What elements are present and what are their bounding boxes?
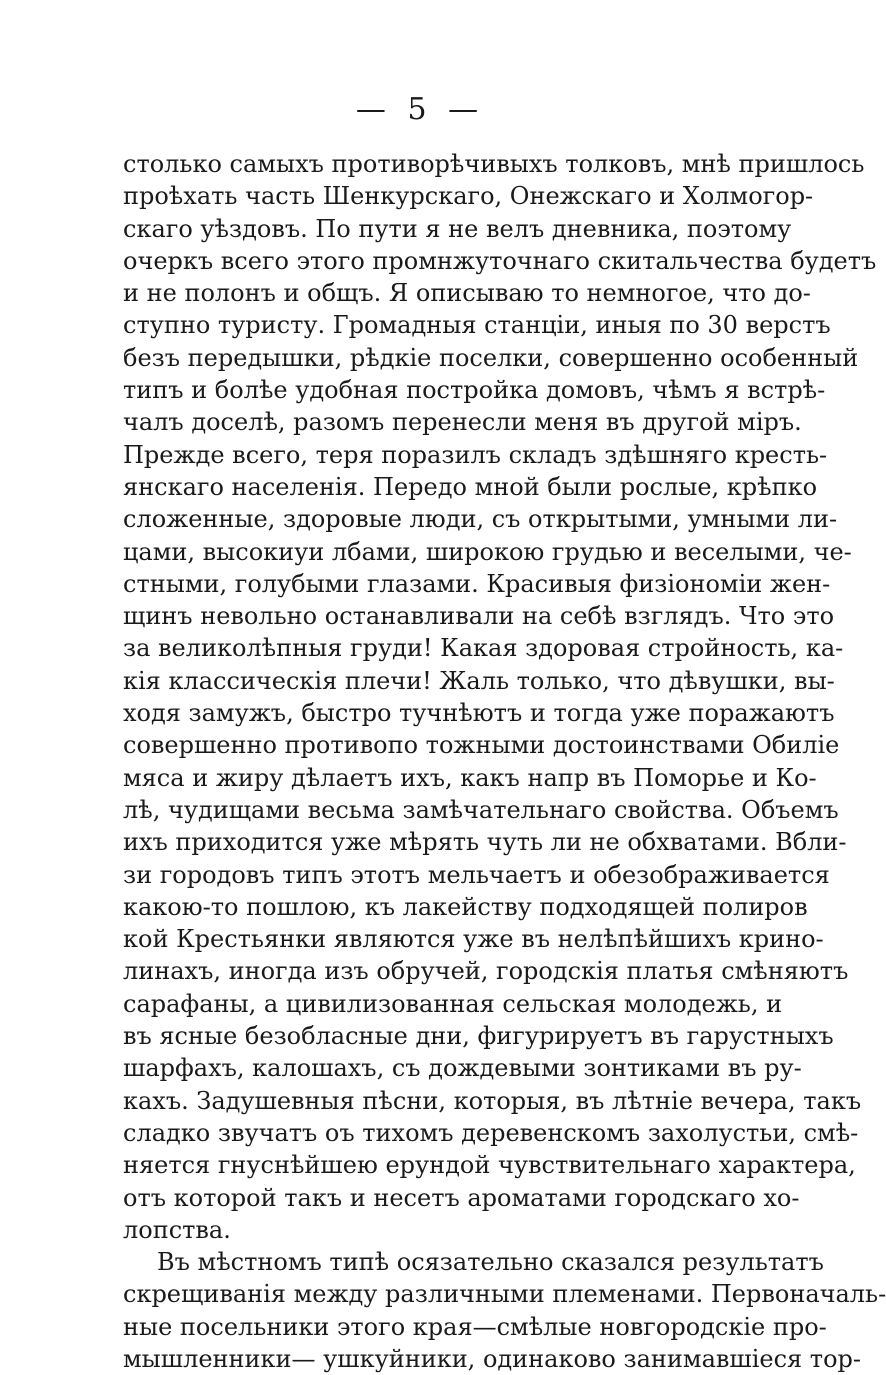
text-line: кія классическія плечи! Жаль только, что дѣвушки, вы- (123, 666, 835, 695)
text-line: цами, высокиуи лбами, широкою грудью и веселыми, че- (123, 537, 852, 566)
text-line: лѣ, чудищами весьма замѣчательнаго свойства. Объемъ (123, 795, 839, 824)
text-line: стными, голубыми глазами. Красивыя физіономіи жен- (123, 569, 831, 598)
text-line: отъ которой такъ и несетъ ароматами городскаго хо- (123, 1183, 800, 1212)
text-line: и не полонъ и общъ. Я описываю то немногое, что до- (123, 279, 811, 308)
text-line: линахъ, иногда изъ обручей, городскія платья смѣняютъ (123, 957, 849, 986)
text-line: янскаго населенія. Передо мной были рослые, крѣпко (123, 472, 818, 501)
text-line: кахъ. Задушевныя пѣсни, которыя, въ лѣтніе вечера, такъ (123, 1086, 862, 1115)
text-line: Прежде всего, теря поразилъ складъ здѣшняго кресть- (123, 440, 828, 469)
page-number: — 5 — (355, 92, 485, 127)
text-line: сарафаны, а цивилизованная сельская молодежь, и (123, 989, 783, 1018)
text-line: сладко звучатъ оъ тихомъ деревенскомъ захолустьи, смѣ- (123, 1118, 859, 1147)
paragraph (123, 1246, 886, 1375)
paragraph (123, 148, 877, 1246)
text-line: безъ передышки, рѣдкіе поселки, совершенно особенный (123, 343, 859, 372)
text-line: лопства. (123, 1215, 231, 1244)
text-line: скрещиванія между различными племенами. Первоначаль- (123, 1280, 886, 1309)
text-line: мышленники— ушкуйники, одинаково занимавшіеся тор- (123, 1344, 861, 1373)
text-line: Въ мѣстномъ типѣ осязательно сказался результатъ (157, 1248, 824, 1277)
text-line: мяса и жиру дѣлаетъ ихъ, какъ напр въ Поморье и Ко- (123, 763, 817, 792)
text-line: зи городовъ типъ этотъ мельчаетъ и обезображивается (123, 860, 830, 889)
text-line: ступно туристу. Громадныя станціи, иныя по 30 верстъ (123, 311, 831, 340)
text-line: столько самыхъ противорѣчивыхъ толковъ, мнѣ пришлось (123, 150, 865, 178)
text-line: за великолѣпныя груди! Какая здоровая стройность, ка- (123, 634, 844, 663)
text-line: няется гнуснѣйшею ерундой чувствительнаго характера, (123, 1151, 856, 1180)
text-line: очеркъ всего этого промнжуточнаго скитальчества будетъ (123, 246, 877, 275)
text-line: въ ясные безобласные дни, фигурируетъ въ гарустныхъ (123, 1022, 834, 1051)
body-text (123, 148, 886, 1375)
text-line: совершенно противопо тожными достоинствами Обиліе (123, 731, 840, 760)
text-line: шарфахъ, калошахъ, съ дождевыми зонтиками въ ру- (123, 1054, 802, 1083)
text-line: типъ и болѣе удобная постройка домовъ, чѣмъ я встрѣ- (123, 376, 826, 405)
text-line: чалъ доселѣ, разомъ перенесли меня въ другой міръ. (123, 408, 802, 437)
text-line: кой Крестьянки являются уже въ нелѣпѣйшихъ крино- (123, 925, 824, 954)
text-line: сложенные, здоровые люди, съ открытыми, умными ли- (123, 505, 838, 534)
text-line: ные посельники этого края—смѣлые новгородскіе про- (123, 1312, 827, 1341)
text-line: скаго уѣздовъ. По пути я не велъ дневника, поэтому (123, 214, 792, 243)
text-line: проѣхать часть Шенкурскаго, Онежскаго и Холмогор- (123, 182, 814, 211)
text-line: щинъ невольно останавливали на себѣ взглядъ. Что это (123, 602, 835, 631)
text-line: ихъ приходится уже мѣрять чуть ли не обхватами. Вбли- (123, 828, 847, 857)
text-line: ходя замужъ, быстро тучнѣютъ и тогда уже поражаютъ (123, 699, 835, 728)
text-line: какою-то пошлою, къ лакейству подходящей полиров (123, 892, 808, 921)
